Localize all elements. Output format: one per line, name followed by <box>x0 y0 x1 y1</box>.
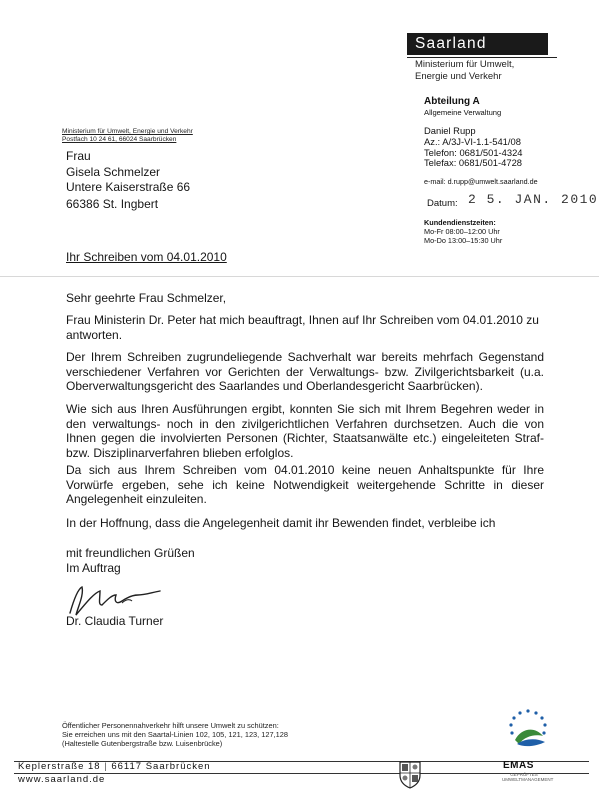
footer-postal: 66117 Saarbrücken <box>111 761 211 772</box>
footer-address <box>18 761 211 773</box>
recipient-city: 66386 St. Ingbert <box>66 197 159 211</box>
sender-line-1: Ministerium für Umwelt, Energie und Verkehr <box>62 128 193 135</box>
ministry-line-1: Ministerium für Umwelt, <box>415 59 515 70</box>
department-title: Abteilung A <box>424 96 480 107</box>
ministry-name <box>415 59 514 82</box>
fold-line <box>0 276 599 277</box>
transit-note-2: Sie erreichen uns mit den Saartal-Linien 102, 105, 121, 123, 127,128 <box>62 730 288 739</box>
date-stamp: 2 5. JAN. 2010 <box>468 192 599 207</box>
department-subtitle: Allgemeine Verwaltung <box>424 108 502 117</box>
contact-phone: Telefon: 0681/501-4324 <box>424 146 523 158</box>
body-paragraph-4: Da sich aus Ihrem Schreiben vom 04.01.2010 keine neuen Anhaltspunkte für Ihre Vorwürfe ergeben, sehe ich keine Notwendigkeit weitergehende Schritte in dieser Angelegenheit einzuleiten. <box>66 463 544 507</box>
body-paragraph-2: Der Ihrem Schreiben zugrundeliegende Sachverhalt war bereits mehrfach Gegenstand verschiedener Verfahren vor Gerichten der Verwaltungs- bzw. Zivilgerichtsbarkeit (u.a. Oberverwaltungsgericht des Saarlandes und Oberlandesgericht Saarbrücken). <box>66 350 544 394</box>
emas-sublabel: GEPRÜFTES UMWELTMANAGEMENT <box>502 772 554 782</box>
footer-separator: | <box>104 761 108 772</box>
emas-logo-icon <box>499 706 557 750</box>
logo-rule <box>407 57 557 58</box>
date-label: Datum: <box>427 198 458 209</box>
reference-number: Az.: A/3J-VI-1.1-541/08 <box>424 135 521 147</box>
contact-email: e-mail: d.rupp@umwelt.saarland.de <box>424 177 538 186</box>
footer-street: Keplerstraße 18 <box>18 761 101 772</box>
office-hours-weekdays: Mo-Fr 08:00–12:00 Uhr <box>424 227 500 236</box>
body-paragraph-1: Frau Ministerin Dr. Peter hat mich beauftragt, Ihnen auf Ihr Schreiben vom 04.01.2010 zu antworten. <box>66 313 539 342</box>
sender-line-2: Postfach 10 24 61, 66024 Saarbrücken <box>62 135 177 143</box>
recipient-address <box>66 149 190 196</box>
closing-regards: mit freundlichen Grüßen <box>66 546 195 560</box>
recipient-street: Untere Kaiserstraße 66 <box>66 180 191 194</box>
office-hours <box>424 228 502 246</box>
contact-fax: Telefax: 0681/501-4728 <box>424 157 522 169</box>
recipient-name: Gisela Schmelzer <box>66 164 161 179</box>
coat-of-arms-icon <box>398 759 422 789</box>
recipient-salutation: Frau <box>66 149 91 163</box>
body-paragraph-5: In der Hoffnung, dass die Angelegenheit damit ihr Bewenden findet, verbleibe ich <box>66 516 496 530</box>
sender-return-address <box>62 128 193 144</box>
greeting: Sehr geehrte Frau Schmelzer, <box>66 291 227 305</box>
logo-title: Saarland <box>415 35 487 52</box>
office-hours-title: Kundendienstzeiten: <box>424 218 496 227</box>
closing <box>66 546 195 576</box>
office-hours-afternoon: Mo-Do 13:00–15:30 Uhr <box>424 235 503 245</box>
ministry-line-2: Energie und Verkehr <box>415 70 502 82</box>
emas-label: EMAS <box>503 760 534 771</box>
footer-website: www.saarland.de <box>18 774 106 785</box>
transit-note <box>62 721 288 748</box>
transit-note-3: (Haltestelle Gutenbergstraße bzw. Luisenbrücke) <box>62 739 223 748</box>
signer-name: Dr. Claudia Turner <box>66 614 164 628</box>
body-paragraph-3: Wie sich aus Ihren Ausführungen ergibt, konnten Sie sich mit Ihrem Begehren weder in den verwaltungs- noch in den zivilgerichtlichen Verfahren durchsetzen. Auch die von Ihnen gegen die involvierten Personen (Richter, Staatsanwälte etc.) eingeleiteten Straf- bzw. Disziplinarverfahren blieben erfolglos. <box>66 402 544 460</box>
contact-block <box>424 126 523 169</box>
contact-name: Daniel Rupp <box>424 125 476 136</box>
closing-on-behalf: Im Auftrag <box>66 561 121 575</box>
transit-note-1: Öffentlicher Personennahverkehr hilft unsere Umwelt zu schützen: <box>62 721 279 730</box>
subject-line: Ihr Schreiben vom 04.01.2010 <box>66 250 227 264</box>
